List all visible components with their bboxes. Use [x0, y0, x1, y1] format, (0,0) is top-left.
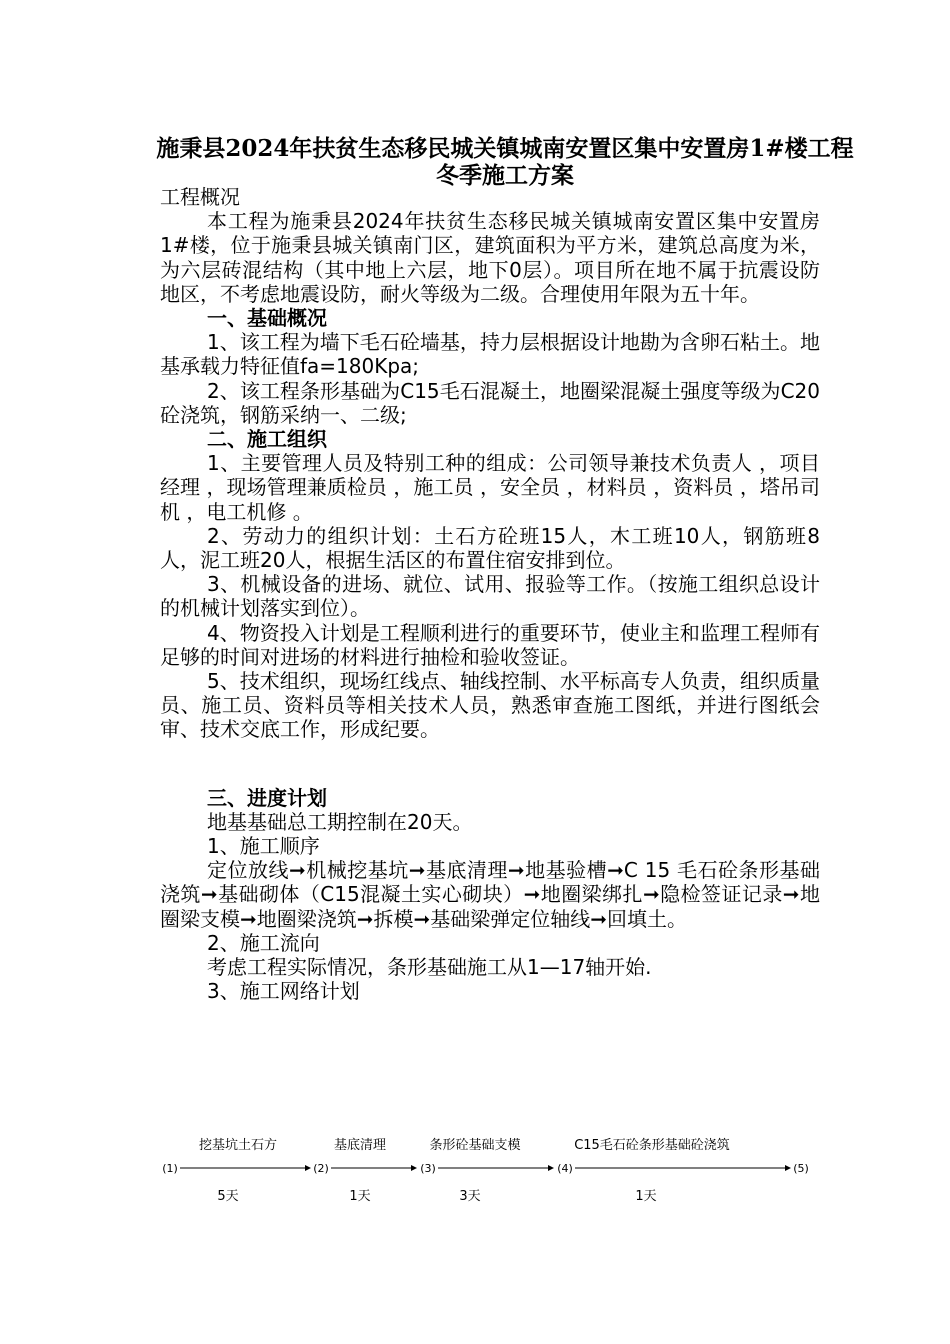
section3-sub2-heading: 2、施工流向: [207, 930, 320, 955]
network-node: (2): [313, 1162, 329, 1175]
section2-heading: 二、施工组织: [207, 427, 327, 452]
activity-duration: 5天: [217, 1189, 239, 1204]
activity-name: 基底清理: [333, 1138, 387, 1153]
section2-item: 2、劳动力的组织计划：土石方砼班15人，木工班10人，钢筋班8人，泥工班20人，根据生活区的布置住宿安排到位。: [160, 523, 820, 573]
section1-item: 1、该工程为墙下毛石砼墙基，持力层根据设计地勘为含卵石粘土。地基承载力特征值fa=180Kpa;: [160, 330, 820, 379]
overview-heading: 工程概况: [160, 185, 240, 209]
activity-duration: 1天: [635, 1189, 657, 1204]
activity-name: C15毛石砼条形基础砼浇筑: [574, 1138, 730, 1153]
arrow-head: [785, 1165, 791, 1171]
network-node: (3): [420, 1162, 436, 1175]
section2-item: 1、主要管理人员及特别工种的组成：公司领导兼技术负责人 ，项目经理 ，现场管理兼质检员 ，施工员 ，安全员 ，材料员 ，资料员 ，塔吊司机 ，电工机修 。: [160, 451, 820, 524]
activity-duration: 1天: [349, 1189, 371, 1204]
activity-duration: 3天: [459, 1189, 481, 1204]
network-node: (1): [162, 1162, 178, 1175]
spacer: [160, 742, 820, 786]
document-body: [160, 185, 820, 1004]
section3-sub1-text: 定位放线➞机械挖基坑➞基底清理➞地基验槽➞C 15 毛石砼条形基础浇筑➞基础砌体（C15混凝土实心砌块）➞地圈梁绑扎➞隐检签证记录➞地圈梁支模➞地圈梁浇筑➞拆模➞基础梁弹定位轴线➞回填土。: [160, 858, 820, 931]
overview-text: 本工程为施秉县2024年扶贫生态移民城关镇城南安置区集中安置房1#楼，位于施秉县城关镇南门区，建筑面积为平方米，建筑总高度为米，为六层砖混结构（其中地上六层，地下0层）。项目所在地不属于抗震设防地区，不考虑地震设防，耐火等级为二级。合理使用年限为五十年。: [160, 209, 820, 306]
section1-item: 2、该工程条形基础为C15毛石混凝土，地圈梁混凝土强度等级为C20砼浇筑，钢筋采纳一、二级;: [160, 378, 820, 427]
arrow-head: [411, 1165, 417, 1171]
activity-name: 条形砼基础支模: [429, 1138, 521, 1153]
document-title-line2: 冬季施工方案: [436, 162, 574, 189]
section3-heading: 三、进度计划: [207, 785, 327, 810]
activity-name: 挖基坑土石方: [198, 1138, 278, 1153]
section3-sub1-heading: 1、施工顺序: [207, 834, 320, 859]
document-title-line1: 施秉县2024年扶贫生态移民城关镇城南安置区集中安置房1#楼工程: [156, 135, 854, 162]
arrow-head: [548, 1165, 554, 1171]
section2-item: 3、机械设备的进场、就位、试用、报验等工作。（按施工组织总设计的机械计划落实到位）。: [160, 572, 820, 621]
section1-heading: 一、基础概况: [207, 306, 327, 331]
arrow-head: [305, 1165, 311, 1171]
section2-item: 4、物资投入计划是工程顺利进行的重要环节，使业主和监理工程师有足够的时间对进场的材料进行抽检和验收签证。: [160, 620, 820, 669]
network-node: (4): [557, 1162, 573, 1175]
section2-item: 5、技术组织，现场红线点、轴线控制、水平标高专人负责，组织质量员、施工员、资料员等相关技术人员，熟悉审查施工图纸，并进行图纸会审、技术交底工作，形成纪要。: [160, 669, 820, 742]
section3-sub3-heading: 3、施工网络计划: [207, 979, 360, 1004]
section3-intro: 地基基础总工期控制在20天。: [207, 809, 473, 834]
section3-sub2-text: 考虑工程实际情况，条形基础施工从1—17轴开始.: [207, 955, 652, 980]
network-node: (5): [793, 1162, 809, 1175]
